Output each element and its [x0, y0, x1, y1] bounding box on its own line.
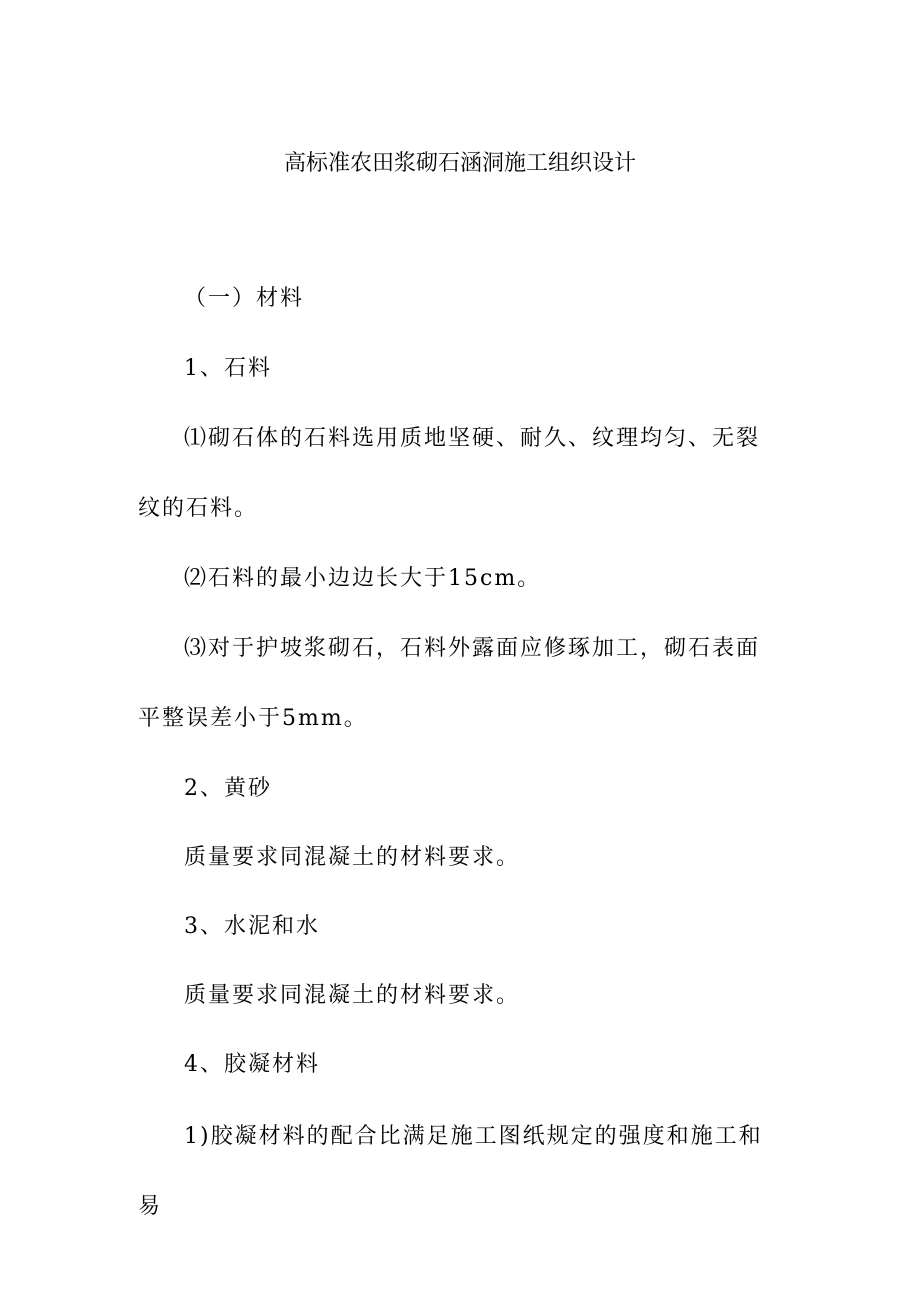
paragraph: ⑵石料的最小边边长大于15cm。: [184, 566, 542, 591]
paragraph: 质量要求同混凝土的材料要求。: [184, 845, 521, 870]
paragraph: 4、胶凝材料: [184, 1052, 320, 1077]
document-title: 高标准农田浆砌石涵洞施工组织设计: [283, 151, 636, 176]
paragraph: 1)胶凝材料的配合比满足施工图纸规定的强度和施工和易: [138, 1124, 763, 1219]
paragraph: 质量要求同混凝土的材料要求。: [184, 983, 521, 1008]
paragraph: 1、石料: [184, 356, 272, 381]
paragraph: ⑴砌石体的石料选用质地坚硬、耐久、纹理均匀、无裂纹的石料。: [138, 426, 761, 521]
paragraph: 3、水泥和水: [184, 914, 320, 939]
section-heading: （一）材料: [184, 286, 305, 311]
paragraph: 2、黄砂: [184, 776, 272, 801]
paragraph: ⑶对于护坡浆砌石，石料外露面应修琢加工，砌石表面平整误差小于5mm。: [138, 636, 761, 731]
